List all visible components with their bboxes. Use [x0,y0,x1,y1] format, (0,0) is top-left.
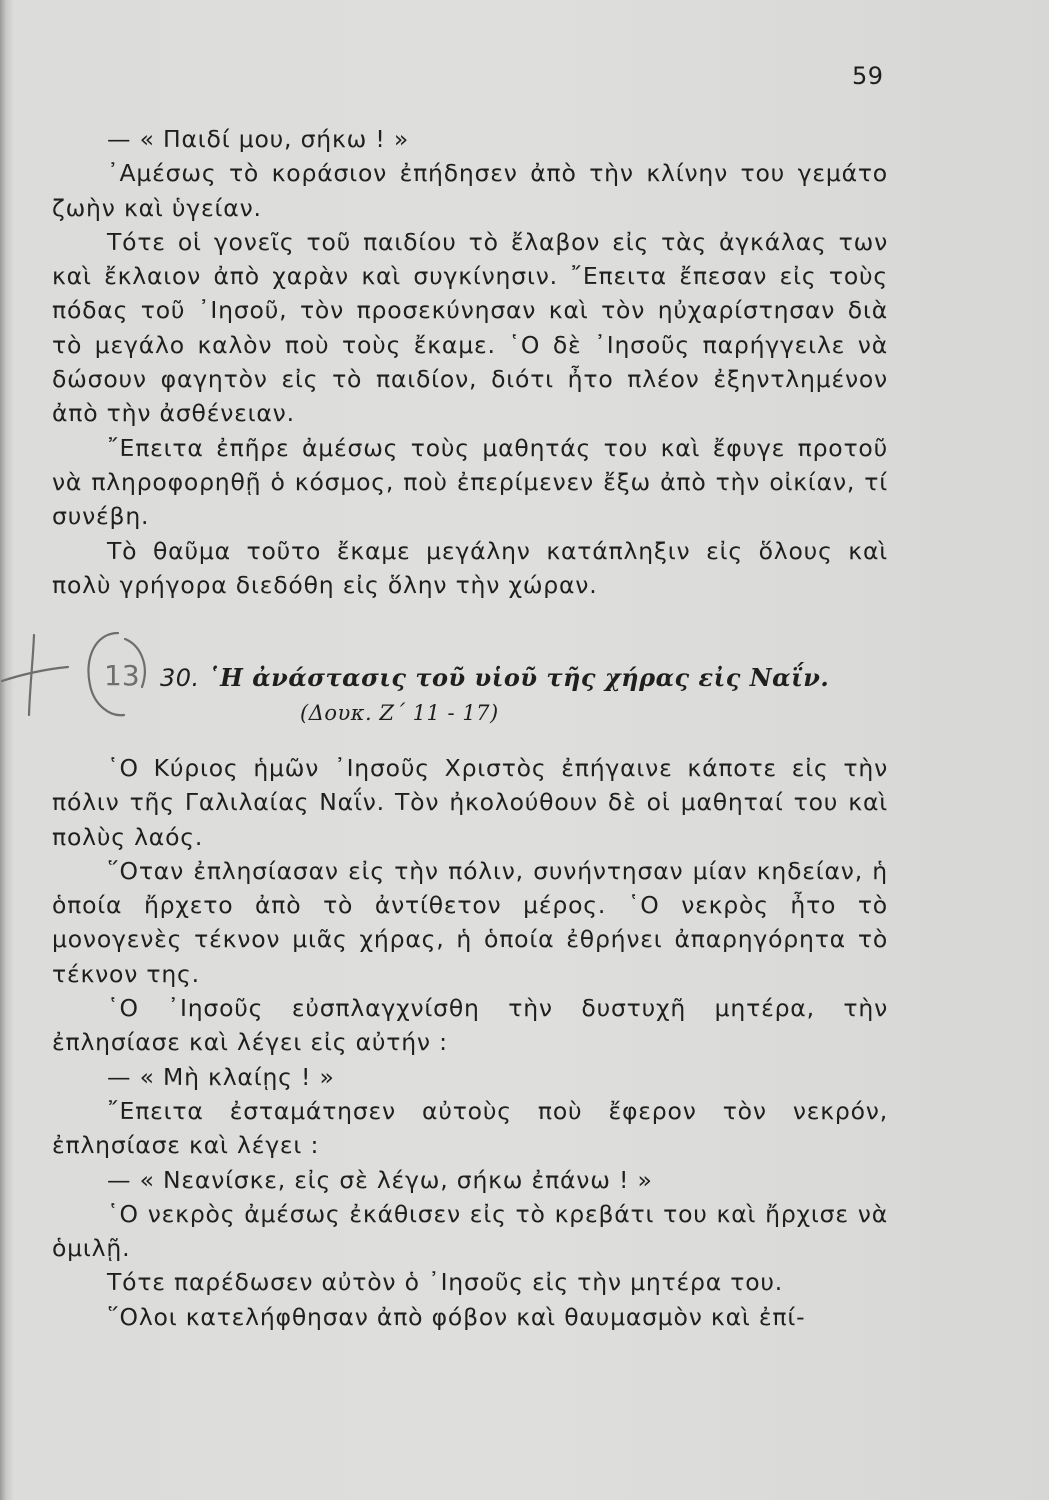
paragraph: Τὸ θαῦμα τοῦτο ἔκαμε μεγάλην κατάπληξιν εἰς ὅλους καὶ πολὺ γρήγορα διεδόθη εἰς ὅλην τὴν χώραν. [52,536,888,599]
paragraph: ῎Επειτα ἐσταμάτησεν αὐτοὺς ποὺ ἔφερον τὸν νεκρόν, ἐπλησίασε καὶ λέγει : [52,1096,888,1160]
top-text-block [52,122,888,602]
paragraph: ῾Ο νεκρὸς ἀμέσως ἐκάθισεν εἰς τὸ κρεβάτι του καὶ ἤρχισε νὰ ὁμιλῇ. [52,1199,888,1263]
handwritten-annotation [0,625,160,720]
paragraph: ῎Επειτα ἐπῆρε ἀμέσως τοὺς μαθητάς του καὶ ἔφυγε προτοῦ νὰ πληροφορηθῇ ὁ κόσμος, ποὺ ἐπερίμενεν ἔξω ἀπὸ τὴν οἰκίαν, τί συνέβη. [52,433,888,531]
scripture-reference: (Δουκ. Ζ΄ 11 - 17) [300,701,499,725]
section-heading [160,663,900,728]
section-number: 30. [160,664,200,692]
paragraph: ᾿Αμέσως τὸ κοράσιον ἐπήδησεν ἀπὸ τὴν κλίνην του γεμάτο ζωὴν καὶ ὑγείαν. [52,159,888,222]
paragraph: ῞Οταν ἐπλησίασαν εἰς τὴν πόλιν, συνήντησαν μίαν κηδείαν, ἡ ὁποία ἤρχετο ἀπὸ τὸ ἀντίθετον μέρος. ῾Ο νεκρὸς ἦτο τὸ μονογενὲς τέκνον μιᾶς χήρας, ἡ ὁποία ἐθρήνει ἀπαρηγόρητα τὸ τέκνον της. [52,856,888,988]
paragraph: — « Νεανίσκε, εἰς σὲ λέγω, σήκω ἐπάνω ! » [107,1165,653,1194]
bottom-text-block [52,751,888,1334]
paragraph: — « Μὴ κλαίῃς ! » [107,1062,335,1091]
section-title-text: ῾Η ἀνάστασις τοῦ υἱοῦ τῆς χήρας εἰς Ναΐν. [207,663,830,692]
paragraph: ῾Ο ᾿Ιησοῦς εὐσπλαγχνίσθη τὴν δυστυχῆ μητέρα, τὴν ἐπλησίασε καὶ λέγει εἰς αὐτήν : [52,994,888,1057]
paragraph: Τότε παρέδωσεν αὐτὸν ὁ ᾿Ιησοῦς εἰς τὴν μητέρα του. [107,1268,784,1297]
paragraph: Τότε οἱ γονεῖς τοῦ παιδίου τὸ ἔλαβον εἰς τὰς ἀγκάλας των καὶ ἔκλαιον ἀπὸ χαρὰν καὶ συγκίνησιν. ῎Επειτα ἔπεσαν εἰς τοὺς πόδας τοῦ ᾿Ιησοῦ, τὸν προσεκύνησαν καὶ τὸν ηὐχαρίστησαν διὰ τὸ μεγάλο καλὸν ποὺ τοὺς ἔκαμε. ῾Ο δὲ ᾿Ιησοῦς παρήγγειλε νὰ δώσουν φαγητὸν εἰς τὸ παιδίον, διότι ἦτο πλέον ἐξηντλημένον ἀπὸ τὴν ἀσθένειαν. [52,227,888,428]
paragraph: ῾Ο Κύριος ἡμῶν ᾿Ιησοῦς Χριστὸς ἐπήγαινε κάποτε εἰς τὴν πόλιν τῆς Γαλιλαίας Ναΐν. Τὸν ἠκολούθουν δὲ οἱ μαθηταί του καὶ πολὺς λαός. [52,754,888,851]
annotation-number: 13 [104,659,140,692]
section-title [160,663,900,693]
page-number: 59 [852,62,884,90]
paragraph: — « Παιδί μου, σήκω ! » [107,125,410,153]
paragraph: ῞Ολοι κατελήφθησαν ἀπὸ φόβον καὶ θαυμασμὸν καὶ ἐπί- [107,1302,806,1331]
